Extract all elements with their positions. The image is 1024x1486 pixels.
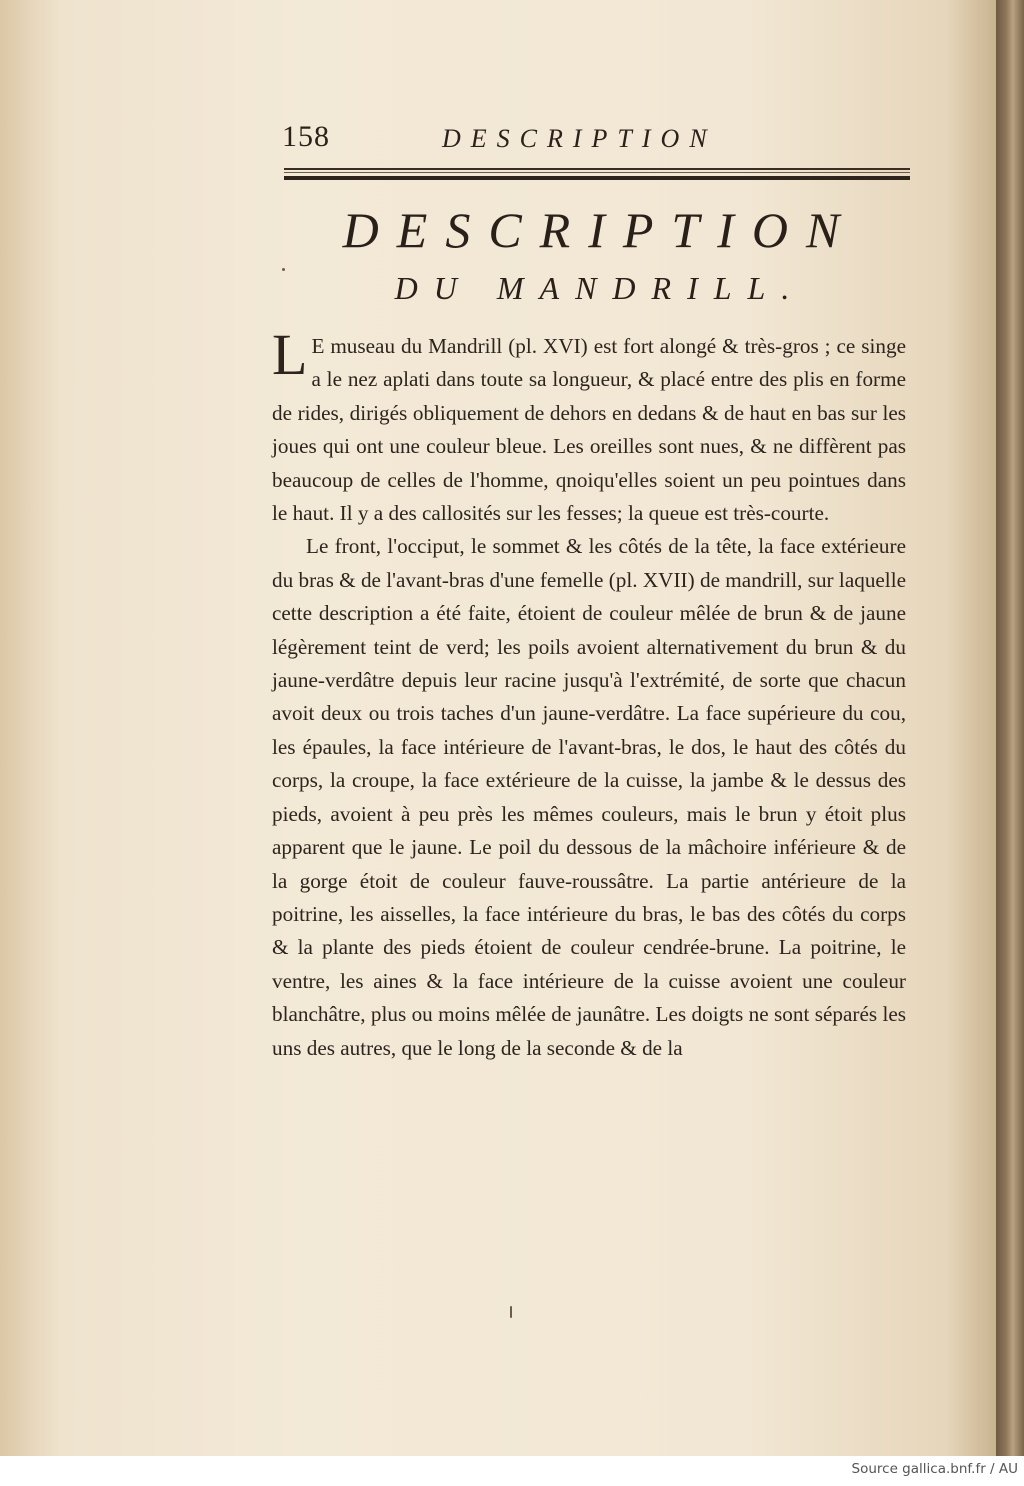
source-credit: Source gallica.bnf.fr / AU: [851, 1461, 1018, 1477]
running-title: DESCRIPTION: [442, 124, 717, 153]
paragraph-1: [272, 322, 906, 530]
body-text: [272, 322, 906, 1065]
chapter-title: [300, 200, 900, 310]
drop-cap: L: [272, 322, 308, 387]
page-number: 158: [282, 120, 330, 153]
header-rule: [284, 168, 910, 182]
running-head: [282, 120, 912, 160]
book-edge: [996, 0, 1024, 1456]
paragraph-2: Le front, l'occiput, le sommet & les côtés de la tête, la face extérieure du bras & de l'avant-bras d'une femelle (pl. XVII) de mandrill, sur laquelle cette description a été faite, étoient de couleur mêlée de brun & de jaune légèrement teint de verd; les poils avoient alternativement du brun & du jaune-verdâtre depuis leur racine jusqu'à l'extrémité, de sorte que chacun avoit deux ou trois taches d'un jaune-verdâtre. La face supérieure du cou, les épaules, la face intérieure de l'avant-bras, le dos, le haut des côtés du corps, la croupe, la face extérieure de la cuisse, la jambe & le dessus des pieds, avoient à peu près les mêmes couleurs, mais le brun y étoit plus apparent que le jaune. Le poil du dessous de la mâchoire inférieure & de la gorge étoit de couleur fauve-roussâtre. La partie antérieure de la poitrine, les aisselles, la face intérieure du bras, le bas des côtés du corps & la plante des pieds étoient de couleur cendrée-brune. La poitrine, le ventre, les aines & la face intérieure de la cuisse avoient une couleur blanchâtre, plus ou moins mêlée de jaunâtre. Les doigts ne sont séparés les uns des autres, que le long de la seconde & de la: [272, 534, 906, 1060]
chapter-title-sub: DU MANDRILL.: [394, 270, 806, 306]
paragraph-1-text: E museau du Mandrill (pl. XVI) est fort alongé & très-gros ; ce singe a le nez aplati dans toute sa longueur, & placé entre des plis en forme de rides, dirigés obliquement de dehors en dedans & de haut en bas sur les joues qui ont une couleur bleue. Les oreilles sont nues, & ne diffèrent pas beaucoup de celles de l'homme, qnoiqu'elles soient un peu pointues dans le haut. Il y a des callosités sur les fesses; la queue est très-courte.: [272, 334, 906, 526]
chapter-title-main: DESCRIPTION: [342, 202, 858, 258]
paper-speck: [282, 268, 285, 271]
paper-speck: [510, 1306, 512, 1318]
